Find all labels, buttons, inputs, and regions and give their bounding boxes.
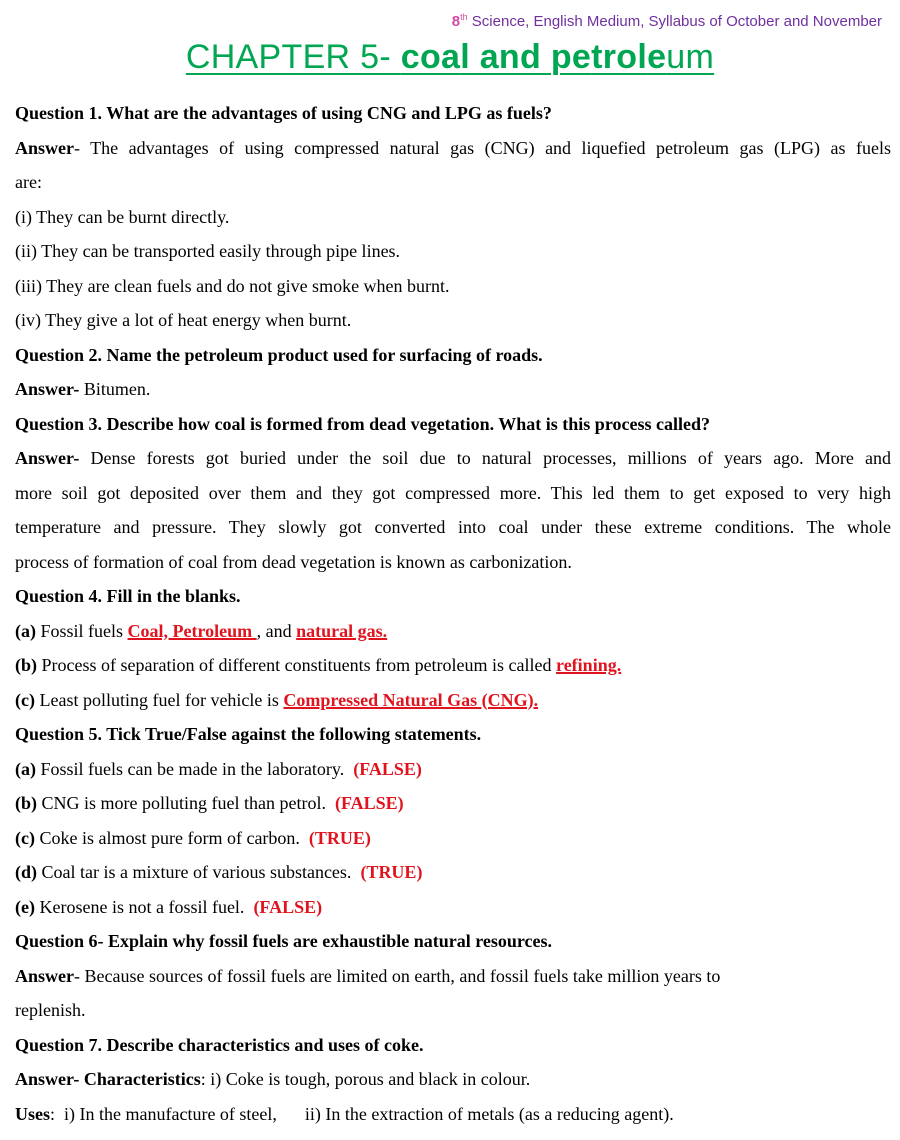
item-label: (a) [15, 620, 36, 641]
answer-text: : i) Coke is tough, porous and black in colour. [200, 1069, 531, 1089]
blank-c [15, 683, 891, 718]
answer-label: Answer- Characteristics [15, 1069, 201, 1089]
title-part: CHAPTER 5- [185, 38, 401, 76]
answer-1-point: (iii) They are clean fuels and do not give smoke when burnt. [15, 275, 450, 296]
answer-1-point: (i) They can be burnt directly. [15, 206, 230, 227]
answer-7-uses [15, 1097, 891, 1132]
true-false-answer: (TRUE) [360, 862, 423, 882]
blank-answer: Coal, Petroleum [127, 620, 257, 641]
answer-text: Dense forests got buried under the soil due to natural processes, millions of years ago. More and [79, 448, 891, 468]
content [15, 96, 891, 1131]
question-text: . Fill in the blanks. [97, 586, 241, 606]
true-false-item [15, 855, 891, 890]
blank-answer: refining. [556, 655, 622, 675]
title-part: trol [591, 38, 648, 76]
uses-text: ii) In the extraction of metals (as a reducing agent). [304, 1103, 674, 1124]
question-label: Question 7 [15, 1034, 98, 1055]
answer-1-line [15, 131, 891, 166]
item-text: CNG is more polluting fuel than petrol. [37, 793, 335, 813]
blank-answer: Compressed Natural Gas (CNG). [283, 689, 539, 710]
answer-6-line: replenish. [15, 1000, 86, 1020]
answer-label: Answer- [15, 379, 80, 399]
header-line [452, 12, 882, 30]
question-label: Question 3 [15, 413, 98, 434]
true-false-item [15, 752, 891, 787]
answer-3-line: more soil got deposited over them and they got compressed more. This led them to get exposed to very high [15, 482, 891, 503]
question-label: Question 4 [15, 586, 98, 606]
grade-suffix: th [460, 12, 468, 22]
answer-2 [15, 372, 891, 407]
answer-1-line: are: [15, 172, 42, 192]
true-false-item [15, 890, 891, 925]
answer-3-line: temperature and pressure. They slowly got converted into coal under these extreme conditions. The whole [15, 517, 891, 537]
blank-answer: natural gas. [296, 620, 388, 641]
answer-1-point: (iv) They give a lot of heat energy when burnt. [15, 310, 352, 330]
uses-text: : i) In the manufacture of steel, [50, 1103, 277, 1124]
answer-6-line [15, 959, 891, 994]
answer-3-line: process of formation of coal from dead vegetation is known as carbonization. [15, 551, 572, 572]
answer-label: Answer [15, 137, 74, 158]
item-text: Coke is almost pure form of carbon. [34, 827, 309, 848]
answer-label: Answer [15, 965, 74, 986]
title-part: e [647, 38, 667, 76]
item-text: Fossil fuels [36, 620, 128, 641]
blank-a [15, 614, 891, 649]
true-false-item [15, 821, 891, 856]
question-text: - Explain why fossil fuels are exhaustible natural resources. [97, 931, 553, 951]
question-text: . Tick True/False against the following statements. [97, 724, 482, 744]
question-text: . Describe characteristics and uses of coke. [97, 1034, 424, 1055]
question-7 [15, 1028, 891, 1063]
answer-text: - Because sources of fossil fuels are limited on earth, and fossil fuels take million years to [74, 965, 721, 986]
item-text: Kerosene is not a fossil fuel. [34, 896, 254, 917]
answer-text: Bitumen. [79, 379, 151, 399]
question-label: Question 1 [15, 103, 98, 123]
title-part: coa [400, 38, 461, 76]
question-4 [15, 579, 891, 614]
grade-number: 8 [451, 13, 461, 30]
question-5 [15, 717, 891, 752]
question-label: Question 2 [15, 344, 98, 365]
true-false-answer: (FALSE) [253, 896, 323, 917]
item-label: (c) [15, 827, 35, 848]
blank-b [15, 648, 891, 683]
item-label: (b) [15, 655, 37, 675]
question-3 [15, 407, 891, 442]
item-label: (d) [15, 862, 37, 882]
item-label: (e) [15, 896, 35, 917]
question-2 [15, 338, 891, 373]
true-false-answer: (FALSE) [353, 758, 422, 779]
question-1 [15, 96, 891, 131]
question-text: . Describe how coal is formed from dead vegetation. What is this process called? [97, 413, 710, 434]
chapter-title [0, 38, 900, 77]
question-label: Question 5 [15, 724, 98, 744]
item-label: (c) [15, 689, 35, 710]
answer-1-point: (ii) They can be transported easily through pipe lines. [15, 241, 401, 261]
question-text: . Name the petroleum product used for surfacing of roads. [97, 344, 543, 365]
title-part: um [666, 38, 715, 76]
true-false-item [15, 786, 891, 821]
item-text: Fossil fuels can be made in the laboratory. [36, 758, 354, 779]
question-6 [15, 924, 891, 959]
question-text: . What are the advantages of using CNG and LPG as fuels? [97, 103, 552, 123]
header-text: Science, English Medium, Syllabus of October and November [467, 13, 882, 30]
true-false-answer: (FALSE) [334, 793, 404, 813]
answer-7-characteristics [15, 1062, 891, 1097]
true-false-answer: (TRUE) [308, 827, 371, 848]
item-text: Process of separation of different constituents from petroleum is called [37, 655, 557, 675]
title-part: l and pe [460, 38, 592, 76]
answer-3-line [15, 441, 891, 476]
question-label: Question 6 [15, 931, 98, 951]
uses-label: Uses [15, 1103, 50, 1124]
answer-text: - The advantages of using compressed natural gas (CNG) and liquefied petroleum gas (LPG) as fuels [74, 137, 891, 158]
item-text: , and [256, 620, 297, 641]
item-label: (a) [15, 758, 36, 779]
item-text: Least polluting fuel for vehicle is [34, 689, 284, 710]
item-text: Coal tar is a mixture of various substances. [37, 862, 361, 882]
answer-label: Answer- [15, 448, 80, 468]
item-label: (b) [15, 793, 37, 813]
